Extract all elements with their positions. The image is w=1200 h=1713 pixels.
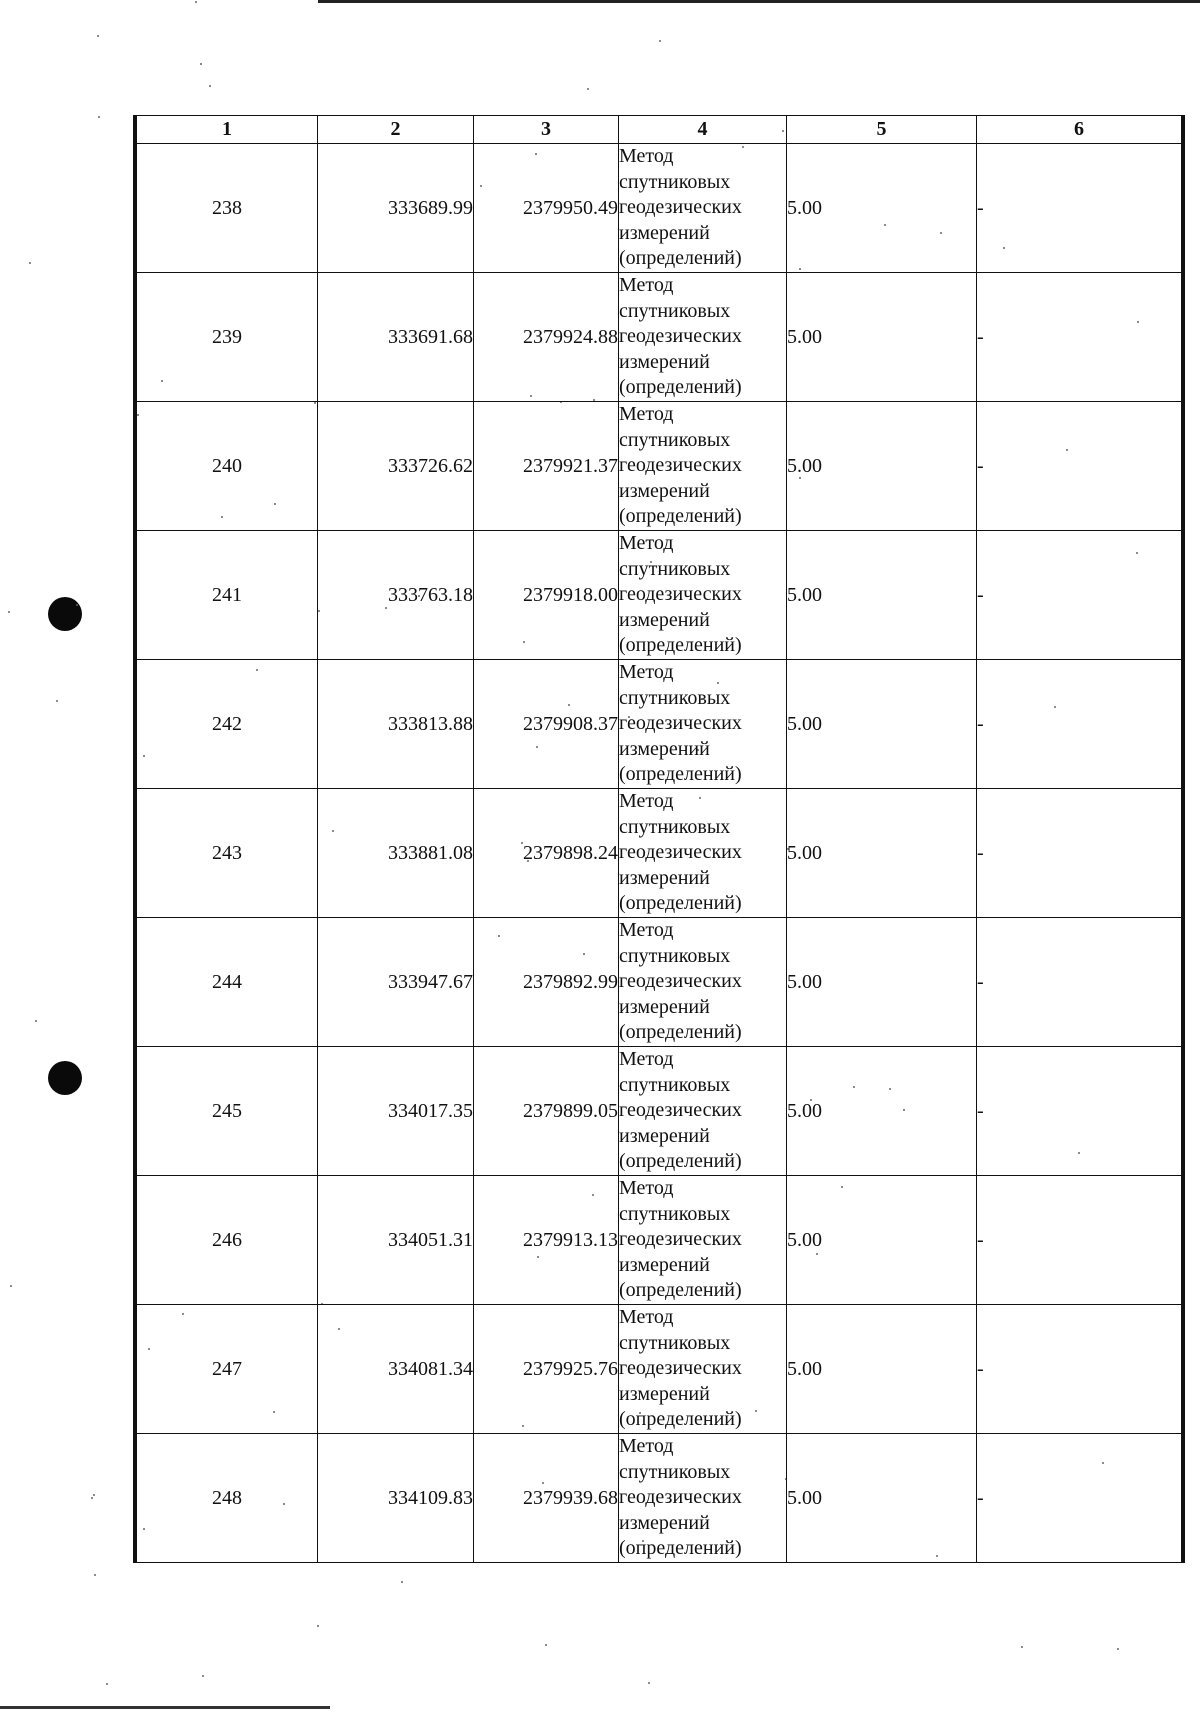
method-line: (определений) <box>619 1021 742 1044</box>
table-row <box>137 1434 1182 1563</box>
method-line: спутниковых <box>619 170 731 193</box>
y-coordinate-cell: 2379898.24 <box>474 789 619 918</box>
point-number-cell: 247 <box>137 1305 318 1434</box>
scan-speck <box>587 88 589 90</box>
method-line: Метод <box>619 790 674 813</box>
point-number-cell: 238 <box>137 144 318 273</box>
y-coordinate-cell: 2379899.05 <box>474 1047 619 1176</box>
method-line: геодезических <box>619 583 742 606</box>
column-header: 1 <box>137 116 318 144</box>
punch-hole-mark <box>48 597 82 631</box>
method-cell <box>619 789 787 918</box>
method-line: спутниковых <box>619 1331 731 1354</box>
accuracy-cell: 5.00 <box>787 660 977 789</box>
scan-speck <box>10 1285 12 1287</box>
y-coordinate-cell: 2379939.68 <box>474 1434 619 1563</box>
description-cell: - <box>977 1434 1182 1563</box>
description-cell: - <box>977 1305 1182 1434</box>
method-cell <box>619 273 787 402</box>
description-cell: - <box>977 918 1182 1047</box>
scan-speck <box>97 35 99 37</box>
method-line: измерений <box>619 608 710 631</box>
method-line: Метод <box>619 274 674 297</box>
scan-top-edge-line <box>318 0 1200 3</box>
method-cell <box>619 1176 787 1305</box>
y-coordinate-cell: 2379924.88 <box>474 273 619 402</box>
method-line: спутниковых <box>619 557 731 580</box>
scan-speck <box>94 1574 96 1576</box>
table-header-row <box>137 116 1182 144</box>
method-line: спутниковых <box>619 1202 731 1225</box>
x-coordinate-cell: 333691.68 <box>318 273 474 402</box>
scan-speck <box>1117 1648 1119 1650</box>
method-line: Метод <box>619 1306 674 1329</box>
accuracy-cell: 5.00 <box>787 531 977 660</box>
scan-speck <box>35 1020 37 1022</box>
method-cell <box>619 918 787 1047</box>
method-line: (определений) <box>619 376 742 399</box>
method-line: измерений <box>619 1253 710 1276</box>
x-coordinate-cell: 334051.31 <box>318 1176 474 1305</box>
accuracy-cell: 5.00 <box>787 1434 977 1563</box>
method-line: (определений) <box>619 763 742 786</box>
method-line: Метод <box>619 532 674 555</box>
method-line: геодезических <box>619 841 742 864</box>
scan-speck <box>317 1625 319 1627</box>
method-line: спутниковых <box>619 944 731 967</box>
accuracy-cell: 5.00 <box>787 1176 977 1305</box>
accuracy-cell: 5.00 <box>787 1047 977 1176</box>
coordinates-table-frame <box>133 115 1185 1563</box>
method-cell <box>619 402 787 531</box>
scan-speck <box>202 1675 204 1677</box>
method-line: измерений <box>619 1511 710 1534</box>
x-coordinate-cell: 333881.08 <box>318 789 474 918</box>
method-line: спутниковых <box>619 815 731 838</box>
method-cell <box>619 660 787 789</box>
table-row <box>137 660 1182 789</box>
description-cell: - <box>977 1176 1182 1305</box>
column-header: 5 <box>787 116 977 144</box>
method-line: геодезических <box>619 1228 742 1251</box>
table-row <box>137 1047 1182 1176</box>
column-header: 6 <box>977 116 1182 144</box>
y-coordinate-cell: 2379925.76 <box>474 1305 619 1434</box>
table-row <box>137 1305 1182 1434</box>
scan-speck <box>401 1581 403 1583</box>
punch-hole-mark <box>48 1061 82 1095</box>
scan-speck <box>648 1682 650 1684</box>
scan-speck <box>195 1 197 3</box>
scan-speck <box>545 1644 547 1646</box>
column-header: 3 <box>474 116 619 144</box>
scan-speck <box>200 63 202 65</box>
method-cell <box>619 144 787 273</box>
method-line: геодезических <box>619 325 742 348</box>
method-line: измерений <box>619 1124 710 1147</box>
table-row <box>137 789 1182 918</box>
y-coordinate-cell: 2379921.37 <box>474 402 619 531</box>
method-cell <box>619 531 787 660</box>
point-number-cell: 240 <box>137 402 318 531</box>
scan-speck <box>659 40 661 42</box>
method-line: измерений <box>619 737 710 760</box>
scan-speck <box>209 85 211 87</box>
scan-bottom-edge-line <box>0 1706 330 1709</box>
scan-speck <box>91 1497 93 1499</box>
point-number-cell: 239 <box>137 273 318 402</box>
coordinates-table <box>136 115 1182 1563</box>
description-cell: - <box>977 789 1182 918</box>
description-cell: - <box>977 531 1182 660</box>
method-line: геодезических <box>619 454 742 477</box>
table-row <box>137 1176 1182 1305</box>
scan-speck <box>8 611 10 613</box>
accuracy-cell: 5.00 <box>787 273 977 402</box>
method-line: (определений) <box>619 1537 742 1560</box>
description-cell: - <box>977 402 1182 531</box>
method-line: (определений) <box>619 1150 742 1173</box>
method-line: измерений <box>619 479 710 502</box>
method-line: геодезических <box>619 970 742 993</box>
method-line: спутниковых <box>619 1073 731 1096</box>
method-line: спутниковых <box>619 686 731 709</box>
y-coordinate-cell: 2379908.37 <box>474 660 619 789</box>
y-coordinate-cell: 2379918.00 <box>474 531 619 660</box>
scan-speck <box>56 700 58 702</box>
x-coordinate-cell: 334109.83 <box>318 1434 474 1563</box>
point-number-cell: 248 <box>137 1434 318 1563</box>
scan-speck <box>93 1494 95 1496</box>
accuracy-cell: 5.00 <box>787 144 977 273</box>
table-row <box>137 531 1182 660</box>
y-coordinate-cell: 2379913.13 <box>474 1176 619 1305</box>
x-coordinate-cell: 333689.99 <box>318 144 474 273</box>
method-line: Метод <box>619 661 674 684</box>
point-number-cell: 245 <box>137 1047 318 1176</box>
x-coordinate-cell: 333813.88 <box>318 660 474 789</box>
method-line: Метод <box>619 1177 674 1200</box>
table-row <box>137 402 1182 531</box>
method-line: спутниковых <box>619 428 731 451</box>
point-number-cell: 241 <box>137 531 318 660</box>
method-line: (определений) <box>619 634 742 657</box>
point-number-cell: 243 <box>137 789 318 918</box>
x-coordinate-cell: 333947.67 <box>318 918 474 1047</box>
column-header: 2 <box>318 116 474 144</box>
description-cell: - <box>977 273 1182 402</box>
table-row <box>137 144 1182 273</box>
method-line: измерений <box>619 1382 710 1405</box>
method-line: измерений <box>619 350 710 373</box>
scan-speck <box>106 1683 108 1685</box>
method-line: Метод <box>619 403 674 426</box>
method-line: (определений) <box>619 505 742 528</box>
x-coordinate-cell: 334017.35 <box>318 1047 474 1176</box>
y-coordinate-cell: 2379950.49 <box>474 144 619 273</box>
point-number-cell: 244 <box>137 918 318 1047</box>
scan-speck <box>76 604 78 606</box>
method-line: (определений) <box>619 247 742 270</box>
table-row <box>137 918 1182 1047</box>
accuracy-cell: 5.00 <box>787 789 977 918</box>
method-line: измерений <box>619 866 710 889</box>
method-line: спутниковых <box>619 1460 731 1483</box>
method-line: геодезических <box>619 1486 742 1509</box>
accuracy-cell: 5.00 <box>787 402 977 531</box>
accuracy-cell: 5.00 <box>787 918 977 1047</box>
table-row <box>137 273 1182 402</box>
y-coordinate-cell: 2379892.99 <box>474 918 619 1047</box>
method-cell <box>619 1434 787 1563</box>
scan-speck <box>29 262 31 264</box>
description-cell: - <box>977 660 1182 789</box>
method-line: измерений <box>619 221 710 244</box>
method-line: Метод <box>619 1048 674 1071</box>
x-coordinate-cell: 333726.62 <box>318 402 474 531</box>
method-line: (определений) <box>619 892 742 915</box>
accuracy-cell: 5.00 <box>787 1305 977 1434</box>
method-line: измерений <box>619 995 710 1018</box>
method-line: геодезических <box>619 712 742 735</box>
x-coordinate-cell: 333763.18 <box>318 531 474 660</box>
method-line: спутниковых <box>619 299 731 322</box>
x-coordinate-cell: 334081.34 <box>318 1305 474 1434</box>
method-line: Метод <box>619 919 674 942</box>
method-cell <box>619 1305 787 1434</box>
column-header: 4 <box>619 116 787 144</box>
description-cell: - <box>977 1047 1182 1176</box>
scan-speck <box>1021 1646 1023 1648</box>
method-line: Метод <box>619 1435 674 1458</box>
method-line: (определений) <box>619 1279 742 1302</box>
method-line: геодезических <box>619 1099 742 1122</box>
method-line: Метод <box>619 145 674 168</box>
point-number-cell: 246 <box>137 1176 318 1305</box>
scan-speck <box>98 116 100 118</box>
method-line: (определений) <box>619 1408 742 1431</box>
description-cell: - <box>977 144 1182 273</box>
method-line: геодезических <box>619 1357 742 1380</box>
method-line: геодезических <box>619 196 742 219</box>
point-number-cell: 242 <box>137 660 318 789</box>
method-cell <box>619 1047 787 1176</box>
